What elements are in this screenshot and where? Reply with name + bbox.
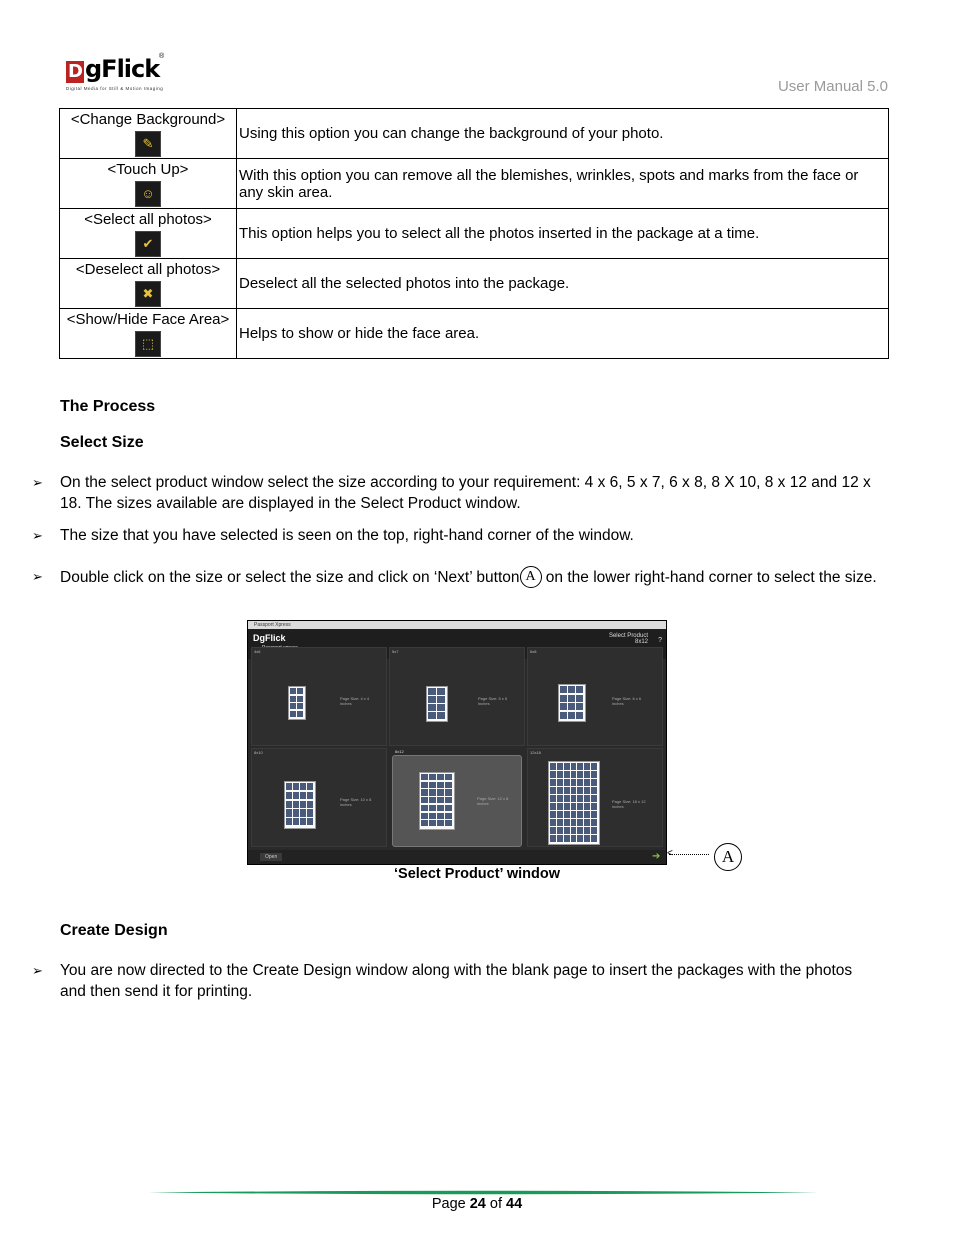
product-cell[interactable] xyxy=(251,647,387,746)
photo-tile xyxy=(577,819,583,826)
bullet-arrow-icon: ➢ xyxy=(32,475,43,490)
change-background-icon: ✎ xyxy=(135,131,161,157)
cell-info: Page Size: 6 x 6 inches xyxy=(612,696,642,706)
cell-label: 5x7 xyxy=(392,649,399,654)
photo-tile xyxy=(550,787,556,794)
manual-version: User Manual 5.0 xyxy=(777,78,888,95)
photo-tile xyxy=(429,789,436,795)
cell-label: 4x6 xyxy=(254,649,261,654)
photo-tile xyxy=(560,686,567,693)
photo-tile xyxy=(445,813,452,819)
photo-tile xyxy=(557,819,563,826)
photo-tile xyxy=(428,712,436,719)
photo-tile xyxy=(307,801,313,808)
photo-tile xyxy=(445,805,452,811)
photo-tile xyxy=(307,818,313,825)
app-footer xyxy=(248,850,666,864)
photo-tile xyxy=(577,803,583,810)
photo-tile xyxy=(591,771,597,778)
cell-label: 12x18 xyxy=(530,750,541,755)
photo-tile xyxy=(584,827,590,834)
product-cell[interactable] xyxy=(527,748,663,847)
photo-tile xyxy=(550,763,556,770)
logo-text: gFlick xyxy=(85,55,160,83)
logo-tagline: Digital Media for Still & Motion Imaging xyxy=(66,86,164,91)
open-button[interactable]: Open xyxy=(260,853,282,861)
photo-tile xyxy=(437,789,444,795)
photo-tile xyxy=(571,771,577,778)
photo-tile xyxy=(550,835,556,842)
option-name: <Deselect all photos> xyxy=(75,261,221,278)
photo-tile xyxy=(557,763,563,770)
photo-tile xyxy=(300,792,306,799)
photo-tile xyxy=(297,696,303,702)
bullet-text xyxy=(60,566,877,588)
photo-tile xyxy=(584,803,590,810)
photo-tile xyxy=(576,712,583,719)
footer-divider xyxy=(148,1190,818,1195)
bullet-text-post: on the lower right-hand corner to select the size. xyxy=(541,569,877,586)
page-thumb xyxy=(288,686,306,720)
photo-tile xyxy=(437,813,444,819)
photo-tile xyxy=(421,805,428,811)
photo-tile xyxy=(577,795,583,802)
photo-tile xyxy=(557,787,563,794)
product-cell[interactable] xyxy=(527,647,663,746)
app-brand: DgFlick xyxy=(253,633,286,643)
photo-tile xyxy=(300,801,306,808)
photo-tile xyxy=(557,835,563,842)
page-thumb xyxy=(284,781,316,829)
photo-tile xyxy=(300,818,306,825)
bullet-arrow-icon: ➢ xyxy=(32,528,43,543)
bullet-text-pre: Double click on the size or select the size and click on ‘Next’ button xyxy=(60,569,520,586)
photo-tile xyxy=(437,704,445,711)
photo-tile xyxy=(307,792,313,799)
photo-tile xyxy=(577,779,583,786)
option-desc: Deselect all the selected photos into the package. xyxy=(237,259,889,309)
option-desc: Helps to show or hide the face area. xyxy=(237,309,889,359)
face-area-icon: ⬚ xyxy=(135,331,161,357)
photo-tile xyxy=(293,783,299,790)
photo-tile xyxy=(591,811,597,818)
photo-tile xyxy=(564,819,570,826)
photo-tile xyxy=(571,803,577,810)
photo-tile xyxy=(429,797,436,803)
photo-tile xyxy=(300,783,306,790)
option-desc: This option helps you to select all the photos inserted in the package at a time. xyxy=(237,209,889,259)
photo-tile xyxy=(584,811,590,818)
photo-tile xyxy=(584,819,590,826)
photo-tile xyxy=(290,703,296,709)
photo-tile xyxy=(445,782,452,788)
photo-tile xyxy=(429,813,436,819)
option-name-cell xyxy=(60,259,237,309)
window-title: Passport Xpress xyxy=(248,621,666,629)
photo-tile xyxy=(591,787,597,794)
option-name: <Show/Hide Face Area> xyxy=(66,311,230,328)
page-number: 24 xyxy=(469,1196,486,1212)
table-row xyxy=(60,259,889,309)
product-cell-selected[interactable] xyxy=(392,749,522,847)
logo-d: D xyxy=(66,61,84,83)
photo-tile xyxy=(557,811,563,818)
photo-tile xyxy=(591,835,597,842)
photo-tile xyxy=(300,809,306,816)
bullet-arrow-icon: ➢ xyxy=(32,963,43,978)
photo-tile xyxy=(290,711,296,717)
page-thumb xyxy=(419,772,455,830)
photo-tile xyxy=(293,792,299,799)
photo-tile xyxy=(290,688,296,694)
selected-size: 8x12 xyxy=(634,639,648,645)
photo-tile xyxy=(307,783,313,790)
photo-tile xyxy=(550,803,556,810)
deselect-all-photos-icon: ✖ xyxy=(135,281,161,307)
photo-tile xyxy=(421,782,428,788)
photo-tile xyxy=(421,774,428,780)
cell-label: 8x12 xyxy=(395,749,404,754)
photo-tile xyxy=(286,818,292,825)
photo-tile xyxy=(286,801,292,808)
photo-tile xyxy=(571,795,577,802)
photo-tile xyxy=(421,820,428,826)
option-name-cell xyxy=(60,209,237,259)
cell-info: Page Size: 5 x 5 inches xyxy=(478,696,508,706)
photo-tile xyxy=(584,835,590,842)
photo-tile xyxy=(576,686,583,693)
bullet-text: On the select product window select the size according to your requirement: 4 x 6, 5 x 7, 6 x 8, 8 X 10, 8 x 12 and 12 x 18. The sizes available are displayed in the Select Product window. xyxy=(60,474,871,512)
bullet-text: You are now directed to the Create Design window along with the blank page to insert the packages with the photos and then send it for printing. xyxy=(60,962,853,1000)
option-name-cell xyxy=(60,159,237,209)
photo-tile xyxy=(445,820,452,826)
photo-tile xyxy=(584,787,590,794)
photo-tile xyxy=(290,696,296,702)
options-table xyxy=(59,108,889,359)
option-name: <Touch Up> xyxy=(107,161,189,178)
table-row xyxy=(60,109,889,159)
option-name-cell xyxy=(60,309,237,359)
photo-tile xyxy=(445,774,452,780)
photo-tile xyxy=(564,787,570,794)
bullet-text: The size that you have selected is seen on the top, right-hand corner of the window. xyxy=(60,527,634,544)
photo-tile xyxy=(293,809,299,816)
photo-tile xyxy=(437,774,444,780)
photo-tile xyxy=(550,779,556,786)
option-desc: Using this option you can change the background of your photo. xyxy=(237,109,889,159)
option-desc: With this option you can remove all the blemishes, wrinkles, spots and marks from the face or any skin area. xyxy=(237,159,889,209)
figure-caption: ‘Select Product’ window xyxy=(394,866,560,882)
photo-tile xyxy=(437,688,445,695)
cell-label: 6x8 xyxy=(530,649,537,654)
photo-tile xyxy=(437,805,444,811)
photo-tile xyxy=(445,797,452,803)
photo-tile xyxy=(591,779,597,786)
photo-tile xyxy=(584,763,590,770)
photo-tile xyxy=(550,811,556,818)
photo-tile xyxy=(307,809,313,816)
logo-registered-mark: ® xyxy=(159,53,165,60)
callout-a: A xyxy=(714,843,742,871)
photo-tile xyxy=(564,803,570,810)
photo-tile xyxy=(591,763,597,770)
pointer-arrowhead-icon: < xyxy=(667,848,673,859)
cell-info: Page Size: 4 x 4 inches xyxy=(340,696,370,706)
callout-a-inline: A xyxy=(520,566,542,588)
photo-tile xyxy=(577,787,583,794)
photo-tile xyxy=(568,712,575,719)
select-all-photos-icon: ✔ xyxy=(135,231,161,257)
photo-tile xyxy=(577,763,583,770)
photo-tile xyxy=(428,696,436,703)
cell-info: Page Size: 18 x 12 inches xyxy=(612,799,646,809)
page-thumb xyxy=(558,684,586,722)
next-arrow-icon[interactable]: ➔ xyxy=(652,851,661,862)
photo-tile xyxy=(571,835,577,842)
page-thumb xyxy=(548,761,600,845)
photo-tile xyxy=(576,703,583,710)
photo-tile xyxy=(591,795,597,802)
help-icon[interactable]: ? xyxy=(658,637,662,644)
list-item xyxy=(32,566,877,588)
photo-tile xyxy=(584,779,590,786)
callout-pointer xyxy=(669,854,709,857)
photo-tile xyxy=(293,801,299,808)
photo-tile xyxy=(550,827,556,834)
photo-tile xyxy=(557,779,563,786)
select-product-label: Select Product 8x12 xyxy=(608,633,648,645)
photo-tile xyxy=(560,703,567,710)
cell-info: Page Size: 12 x 8 inches xyxy=(477,796,509,806)
photo-tile xyxy=(564,763,570,770)
photo-tile xyxy=(584,771,590,778)
photo-tile xyxy=(557,771,563,778)
photo-tile xyxy=(550,795,556,802)
bullet-arrow-icon: ➢ xyxy=(32,569,43,584)
table-row xyxy=(60,309,889,359)
photo-tile xyxy=(421,813,428,819)
photo-tile xyxy=(571,827,577,834)
photo-tile xyxy=(429,774,436,780)
photo-tile xyxy=(286,809,292,816)
photo-tile xyxy=(437,820,444,826)
photo-tile xyxy=(437,696,445,703)
select-size-heading: Select Size xyxy=(60,434,144,451)
photo-tile xyxy=(428,704,436,711)
select-product-screenshot xyxy=(247,620,667,865)
photo-tile xyxy=(428,688,436,695)
photo-tile xyxy=(286,783,292,790)
option-name-cell xyxy=(60,109,237,159)
photo-tile xyxy=(591,819,597,826)
photo-tile xyxy=(550,819,556,826)
photo-tile xyxy=(560,712,567,719)
photo-tile xyxy=(584,795,590,802)
photo-tile xyxy=(429,782,436,788)
product-grid xyxy=(251,647,665,849)
photo-tile xyxy=(445,789,452,795)
list-item xyxy=(32,472,877,514)
photo-tile xyxy=(577,827,583,834)
photo-tile xyxy=(557,803,563,810)
photo-tile xyxy=(564,811,570,818)
touch-up-icon: ☺ xyxy=(135,181,161,207)
product-cell[interactable] xyxy=(389,647,525,746)
photo-tile xyxy=(577,811,583,818)
photo-tile xyxy=(421,797,428,803)
photo-tile xyxy=(564,779,570,786)
photo-tile xyxy=(568,686,575,693)
photo-tile xyxy=(429,805,436,811)
photo-tile xyxy=(437,797,444,803)
photo-tile xyxy=(571,779,577,786)
photo-tile xyxy=(568,703,575,710)
photo-tile xyxy=(591,803,597,810)
photo-tile xyxy=(437,782,444,788)
table-row xyxy=(60,159,889,209)
photo-tile xyxy=(577,835,583,842)
product-cell[interactable] xyxy=(251,748,387,847)
photo-tile xyxy=(437,712,445,719)
cell-info: Page Size: 10 x 8 inches xyxy=(340,797,372,807)
create-design-heading: Create Design xyxy=(60,922,168,939)
photo-tile xyxy=(591,827,597,834)
photo-tile xyxy=(429,820,436,826)
photo-tile xyxy=(560,695,567,702)
photo-tile xyxy=(571,787,577,794)
photo-tile xyxy=(550,771,556,778)
page-footer xyxy=(0,1196,954,1212)
table-row xyxy=(60,209,889,259)
photo-tile xyxy=(564,835,570,842)
photo-tile xyxy=(557,795,563,802)
photo-tile xyxy=(577,771,583,778)
list-item xyxy=(32,525,877,546)
photo-tile xyxy=(293,818,299,825)
photo-tile xyxy=(568,695,575,702)
photo-tile xyxy=(297,711,303,717)
cell-label: 8x10 xyxy=(254,750,263,755)
photo-tile xyxy=(421,789,428,795)
photo-tile xyxy=(571,819,577,826)
photo-tile xyxy=(297,703,303,709)
list-item xyxy=(32,960,877,1002)
photo-tile xyxy=(297,688,303,694)
page-total: 44 xyxy=(506,1196,523,1212)
photo-tile xyxy=(557,827,563,834)
dgflick-logo xyxy=(66,55,176,95)
footer-page-word: Page xyxy=(431,1196,470,1212)
process-heading: The Process xyxy=(60,398,156,415)
photo-tile xyxy=(564,795,570,802)
photo-tile xyxy=(576,695,583,702)
photo-tile xyxy=(564,827,570,834)
page-thumb xyxy=(426,686,448,722)
option-name: <Change Background> xyxy=(70,111,226,128)
photo-tile xyxy=(571,763,577,770)
photo-tile xyxy=(571,811,577,818)
photo-tile xyxy=(286,792,292,799)
footer-of-word: of xyxy=(485,1196,507,1212)
photo-tile xyxy=(564,771,570,778)
option-name: <Select all photos> xyxy=(84,211,212,228)
